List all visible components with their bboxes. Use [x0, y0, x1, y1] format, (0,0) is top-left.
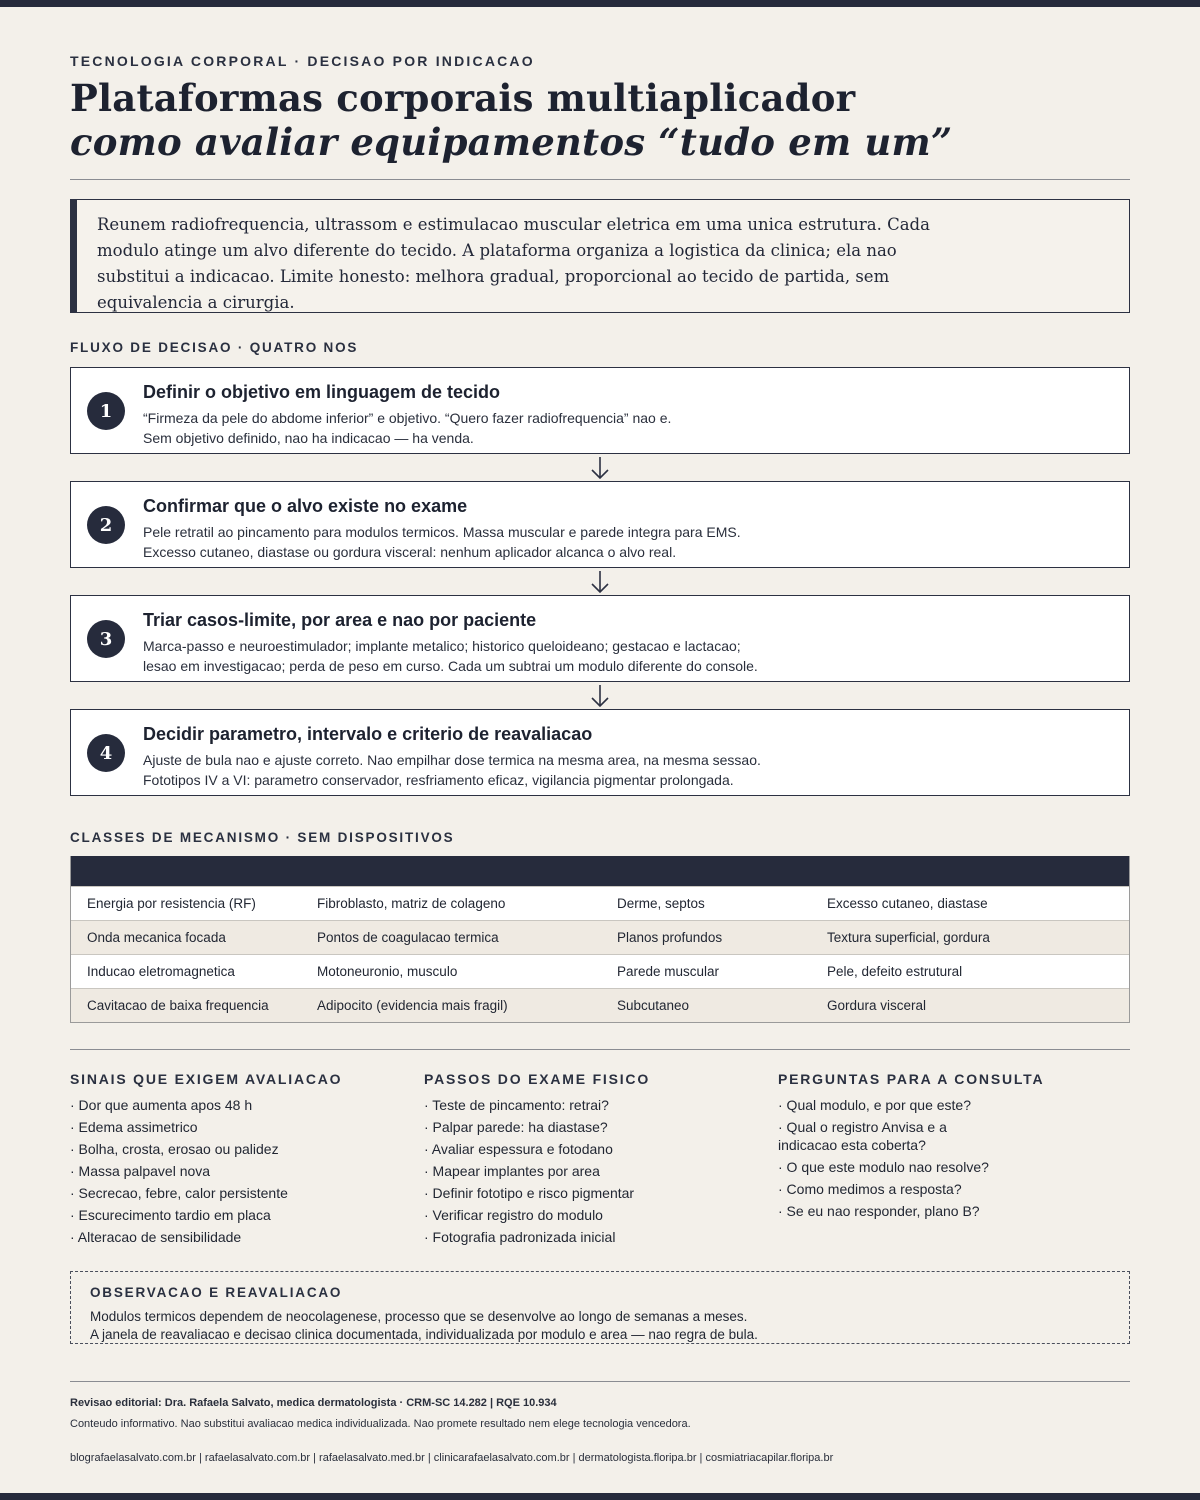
list-item: · O que este modulo nao resolve? — [778, 1159, 989, 1175]
step-title: Confirmar que o alvo existe no exame — [143, 496, 468, 516]
signals-column — [70, 1071, 410, 1250]
disclaimer: Conteudo informativo. Nao substitui avaliacao medica individualizada. Nao promete resultado nem elege tecnologia vencedora. — [70, 1418, 691, 1430]
table-cell: Gordura visceral — [827, 998, 927, 1013]
table-cell: Derme, septos — [617, 896, 705, 911]
list-item: · Palpar parede: ha diastase? — [424, 1119, 608, 1135]
table-cell: Inducao eletromagnetica — [87, 964, 235, 979]
step-description — [143, 750, 1103, 790]
table-cell: Fibroblasto, matriz de colageno — [317, 896, 506, 911]
observation-text — [90, 1308, 1110, 1344]
arrow-down-icon — [589, 683, 611, 709]
table-cell: Onda mecanica focada — [87, 930, 226, 945]
observation-line: A janela de reavaliacao e decisao clinica documentada, individualizada por modulo e area — nao regra de bula. — [90, 1327, 758, 1342]
table-cell: Parede muscular — [617, 964, 720, 979]
exam-steps-list — [424, 1096, 764, 1246]
flow-section-label: FLUXO DE DECISAO · QUATRO NOS — [70, 340, 359, 355]
table-row — [71, 886, 1129, 920]
intro-box — [70, 199, 1130, 313]
table-header-bar — [71, 856, 1129, 886]
step-description — [143, 408, 1103, 448]
table-cell: Subcutaneo — [617, 998, 690, 1013]
step-desc-line: Pele retratil ao pincamento para modulos termicos. Massa muscular e parede integra para EMS. — [143, 524, 741, 540]
list-item: · Edema assimetrico — [70, 1119, 198, 1135]
table-cell: Planos profundos — [617, 930, 723, 945]
list-item: · Alteracao de sensibilidade — [70, 1229, 242, 1245]
footer-divider — [70, 1381, 1130, 1382]
observation-title: OBSERVACAO E REAVALIACAO — [90, 1285, 343, 1300]
table-cell: Adipocito (evidencia mais fragil) — [317, 998, 508, 1013]
step-desc-line: Ajuste de bula nao e ajuste correto. Nao empilhar dose termica na mesma area, na mesma sessao. — [143, 752, 761, 768]
signals-list — [70, 1096, 410, 1246]
list-item: · Bolha, crosta, erosao ou palidez — [70, 1141, 279, 1157]
exam-steps-column — [424, 1071, 764, 1250]
intro-text: Reunem radiofrequencia, ultrassom e estimulacao muscular eletrica em uma unica estrutura. Cada modulo atinge um alvo diferente do tecido. A plataforma organiza a logistica da clinica; ela nao substitui a indicacao. Limite honesto: melhora gradual, proporcional ao tecido de partida, sem equivalencia a cirurgia. — [97, 215, 930, 312]
page-subtitle: como avaliar equipamentos “tudo em um” — [70, 120, 953, 164]
list-item: · Se eu nao responder, plano B? — [778, 1203, 980, 1219]
step-desc-line: “Firmeza da pele do abdome inferior” e objetivo. “Quero fazer radiofrequencia” nao e. — [143, 410, 672, 426]
bottom-accent-bar — [0, 1493, 1200, 1500]
table-cell: Excesso cutaneo, diastase — [827, 896, 988, 911]
table-row — [71, 988, 1129, 1022]
list-item: · Mapear implantes por area — [424, 1163, 600, 1179]
kicker: TECNOLOGIA CORPORAL · DECISAO POR INDICACAO — [70, 53, 535, 69]
flow-step-1 — [70, 367, 1130, 454]
list-item: · Dor que aumenta apos 48 h — [70, 1097, 253, 1113]
step-desc-line: Fototipos IV a VI: parametro conservador, resfriamento eficaz, vigilancia pigmentar prolongada. — [143, 772, 734, 788]
table-cell: Pontos de coagulacao termica — [317, 930, 499, 945]
table-row — [71, 920, 1129, 954]
list-item: · Avaliar espessura e fotodano — [424, 1141, 613, 1157]
step-number-badge: 4 — [87, 734, 125, 772]
observation-box — [70, 1271, 1130, 1344]
mechanism-section-label: CLASSES DE MECANISMO · SEM DISPOSITIVOS — [70, 830, 455, 845]
column-title: PERGUNTAS PARA A CONSULTA — [778, 1071, 1045, 1087]
step-number-badge: 2 — [87, 506, 125, 544]
flow-step-4 — [70, 709, 1130, 796]
step-desc-line: Excesso cutaneo, diastase ou gordura visceral: nenhum aplicador alcanca o alvo real. — [143, 544, 677, 560]
table-cell: Cavitacao de baixa frequencia — [87, 998, 269, 1013]
step-desc-line: Sem objetivo definido, nao ha indicacao — ha venda. — [143, 430, 474, 446]
step-description — [143, 636, 1103, 676]
step-number-badge: 3 — [87, 620, 125, 658]
site-links: blografaelasalvato.com.br | rafaelasalvato.com.br | rafaelasalvato.med.br | clinicarafaelasalvato.com.br | dermatologista.floripa.br | cosmiatriacapilar.floripa.br — [70, 1452, 834, 1464]
list-item: · Massa palpavel nova — [70, 1163, 211, 1179]
list-item: · Como medimos a resposta? — [778, 1181, 962, 1197]
step-title: Decidir parametro, intervalo e criterio de reavaliacao — [143, 724, 593, 744]
list-item: · Fotografia padronizada inicial — [424, 1229, 616, 1245]
questions-column — [778, 1071, 1118, 1224]
list-item: · Qual modulo, e por que este? — [778, 1097, 972, 1113]
step-description — [143, 522, 1103, 562]
step-title: Triar casos-limite, por area e nao por paciente — [143, 610, 537, 630]
top-accent-bar — [0, 0, 1200, 7]
list-item: · Verificar registro do modulo — [424, 1207, 603, 1223]
observation-line: Modulos termicos dependem de neocolagenese, processo que se desenvolve ao longo de semanas a meses. — [90, 1309, 748, 1324]
list-item: · Definir fototipo e risco pigmentar — [424, 1185, 635, 1201]
questions-list — [778, 1096, 1118, 1220]
table-cell: Energia por resistencia (RF) — [87, 896, 256, 911]
list-item: · Teste de pincamento: retrai? — [424, 1097, 609, 1113]
table-cell: Pele, defeito estrutural — [827, 964, 963, 979]
step-title: Definir o objetivo em linguagem de tecido — [143, 382, 501, 402]
table-cell: Motoneuronio, musculo — [317, 964, 458, 979]
list-item: · Secrecao, febre, calor persistente — [70, 1185, 288, 1201]
column-title: PASSOS DO EXAME FISICO — [424, 1071, 651, 1087]
list-item: · Qual o registro Anvisa e a indicacao esta coberta? — [778, 1119, 947, 1153]
flow-step-3 — [70, 595, 1130, 682]
column-title: SINAIS QUE EXIGEM AVALIACAO — [70, 1071, 343, 1087]
flow-step-2 — [70, 481, 1130, 568]
table-cell: Textura superficial, gordura — [827, 930, 990, 945]
header-divider — [70, 179, 1130, 180]
list-item: · Escurecimento tardio em placa — [70, 1207, 271, 1223]
table-row — [71, 954, 1129, 988]
editorial-review: Revisao editorial: Dra. Rafaela Salvato, medica dermatologista · CRM-SC 14.282 | RQE 10.934 — [70, 1397, 557, 1409]
page-title: Plataformas corporais multiaplicador — [70, 76, 856, 120]
step-desc-line: lesao em investigacao; perda de peso em curso. Cada um subtrai um modulo diferente do console. — [143, 658, 758, 674]
arrow-down-icon — [589, 455, 611, 481]
mechanism-table — [70, 856, 1130, 1023]
step-number-badge: 1 — [87, 392, 125, 430]
step-desc-line: Marca-passo e neuroestimulador; implante metalico; historico queloideano; gestacao e lactacao; — [143, 638, 741, 654]
section-divider — [70, 1049, 1130, 1050]
arrow-down-icon — [589, 569, 611, 595]
